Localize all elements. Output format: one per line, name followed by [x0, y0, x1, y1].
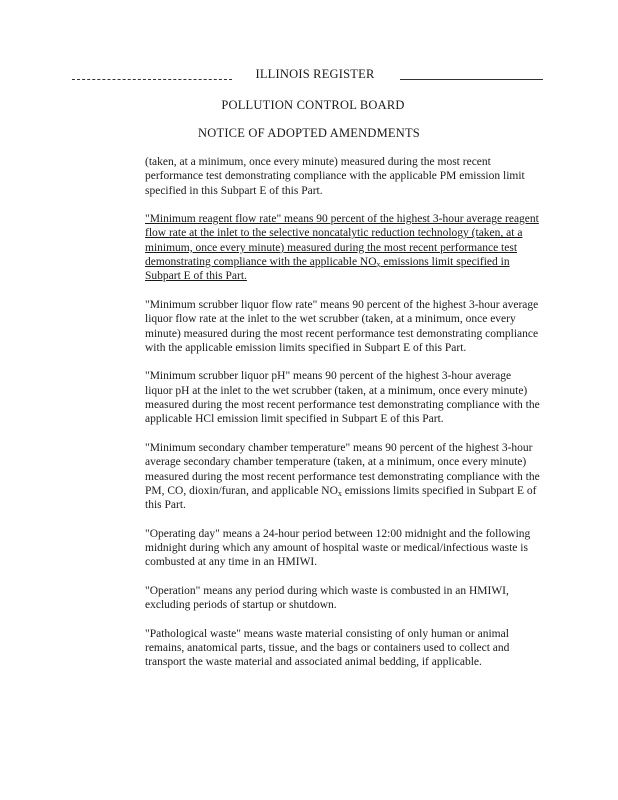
reagent-definition-tail: emissions limit specified in Subpart E of this Part. — [145, 256, 510, 283]
paragraph-minimum-reagent-flow-rate — [145, 212, 540, 283]
paragraph-operating-day: "Operating day" means a 24-hour period between 12:00 midnight and the following midnight during which any amount of hospital waste or medical/infectious waste is combusted at any time in an HMIWI. — [145, 527, 531, 569]
nox-subscript: x — [376, 260, 381, 270]
paragraph-operation: "Operation" means any period during which waste is combusted in an HMIWI, excluding periods of startup or shutdown. — [145, 584, 509, 612]
temperature-definition-text: "Minimum secondary chamber temperature" means 90 percent of the highest 3-hour average secondary chamber temperature (taken, at a minimum, once every minute) measured during the most recent performance test demonstrating compliance with the PM, CO, dioxin/furan, and applicable NO — [145, 441, 540, 497]
paragraph-minimum-scrubber-liquor-flow-rate: "Minimum scrubber liquor flow rate" means 90 percent of the highest 3-hour average liquor flow rate at the inlet to the wet scrubber (taken, at a minimum, once every minute) measured during the most recent performance test demonstrating compliance with the applicable emission limits specified in Subpart E of this Part. — [145, 298, 539, 354]
paragraph-minimum-secondary-chamber-temperature — [145, 441, 540, 512]
paragraph-pm-emission-continuation: (taken, at a minimum, once every minute) measured during the most recent performance test demonstrating compliance with the applicable PM emission limit specified in this Subpart E of this Part. — [145, 156, 525, 197]
register-title: ILLINOIS REGISTER — [255, 67, 375, 81]
paragraph-pathological-waste: "Pathological waste" means waste material consisting of only human or animal remains, anatomical parts, tissue, and the bags or containers used to collect and transport the waste material and associated animal bedding, if applicable. — [145, 627, 510, 669]
document-body — [145, 155, 540, 684]
nox-subscript: x — [337, 488, 342, 498]
temperature-definition-tail: emissions limits specified in Subpart E of this Part. — [145, 484, 537, 512]
reagent-definition-text: "Minimum reagent flow rate" means 90 percent of the highest 3-hour average reagent flow rate at the inlet to the selective noncatalytic reduction technology (taken, at a minimum, once every minute) measured during the most recent performance test demonstrating compliance with the applicable NO — [145, 213, 539, 269]
board-title: POLLUTION CONTROL BOARD — [221, 98, 405, 112]
paragraph-minimum-scrubber-liquor-ph: "Minimum scrubber liquor pH" means 90 percent of the highest 3-hour average liquor pH at the inlet to the wet scrubber (taken, at a minimum, once every minute) measured during the most recent performance test demonstrating compliance with the applicable HCl emission limit specified in Subpart E of this Part. — [145, 370, 540, 426]
notice-title: NOTICE OF ADOPTED AMENDMENTS — [198, 126, 420, 140]
